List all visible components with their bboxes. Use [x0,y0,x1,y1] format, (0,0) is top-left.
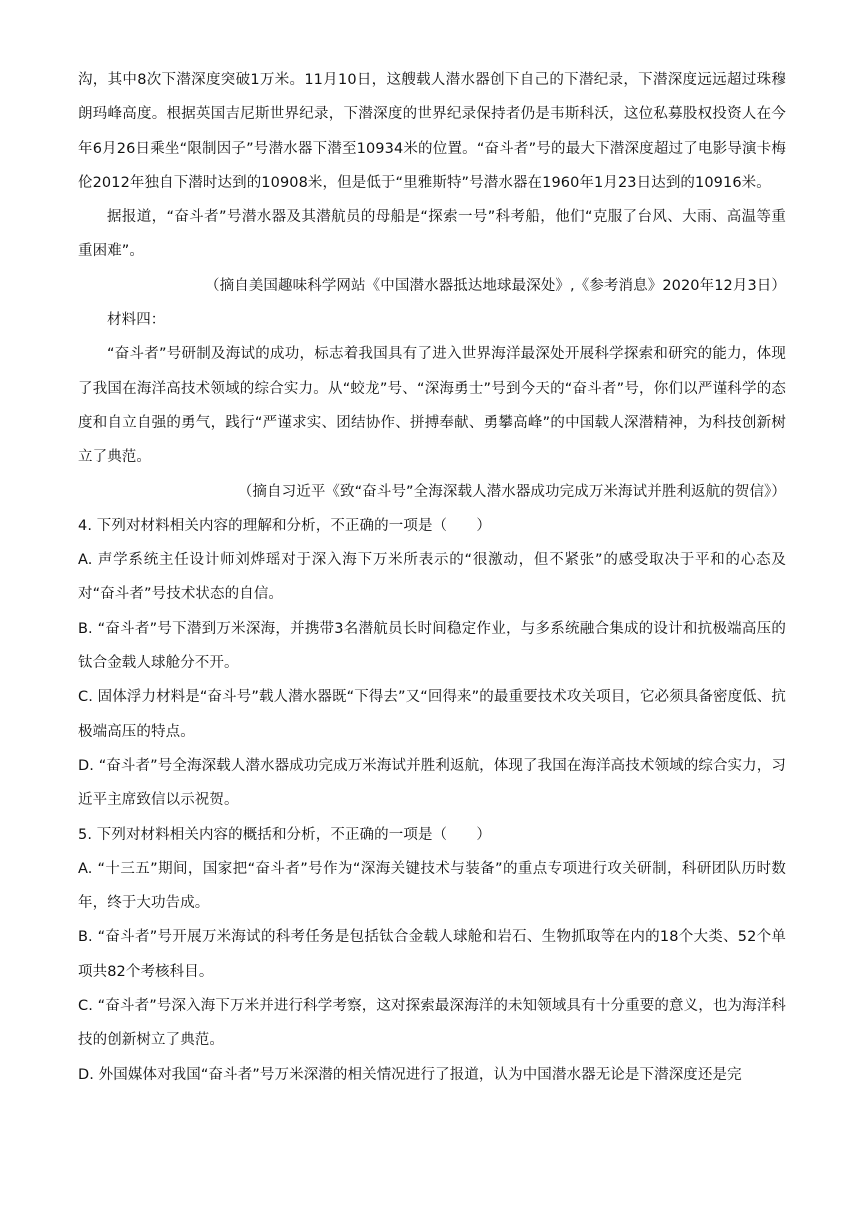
material4-heading: 材料四： [107,312,166,329]
question-4-stem: 4. 下列对材料相关内容的理解和分析，不正确的一项是（ ） [78,517,491,534]
question-5-option-b: B. “奋斗者”号开展万米海试的科考任务是包括钛合金载人球舱和岩石、生物抓取等在内的18个大类、52个单项共82个考核科目。 [78,929,786,980]
question-4-option-a: A. 声学系统主任设计师刘烨瑶对于深入海下万米所表示的“很激动，但不紧张”的感受取决于平和的心态及对“奋斗者”号技术状态的自信。 [78,552,786,603]
question-5-stem: 5. 下列对材料相关内容的概括和分析，不正确的一项是（ ） [78,826,491,843]
question-5-option-a: A. “十三五”期间，国家把“奋斗者”号作为“深海关键技术与装备”的重点专项进行攻关研制，科研团队历时数年，终于大功告成。 [78,860,786,912]
material3-paragraph-1: 沟，其中8次下潜深度突破1万米。11月10日，这艘载人潜水器创下自己的下潜纪录，下潜深度远远超过珠穆朗玛峰高度。根据英国吉尼斯世界纪录，下潜深度的世界纪录保持者仍是韦斯科沃，这位私募股权投资人在今年6月26日乘坐“限制因子”号潜水器下潜至10934米的位置。“奋斗者”号的最大下潜深度超过了电影导演卡梅伦2012年独自下潜时达到的10908米，但是低于“里雅斯特”号潜水器在1960年1月23日达到的10916米。 [78,72,786,191]
question-4-option-d: D. “奋斗者”号全海深载人潜水器成功完成万米海试并胜利返航，体现了我国在海洋高技术领域的综合实力，习近平主席致信以示祝贺。 [78,757,786,809]
material4-source: （摘自习近平《致“奋斗号”全海深载人潜水器成功完成万米海试并胜利返航的贺信》） [237,483,786,500]
question-4-option-c: C. 固体浮力材料是“奋斗号”载人潜水器既“下得去”又“回得来”的最重要技术攻关项目，它必须具备密度低、抗极端高压的特点。 [78,689,786,740]
question-4-option-b: B. “奋斗者”号下潜到万米深海，并携带3名潜航员长时间稳定作业，与多系统融合集成的设计和抗极端高压的钛合金载人球舱分不开。 [78,620,786,672]
question-5-option-c: C. “奋斗者”号深入海下万米并进行科学考察，这对探索最深海洋的未知领域具有十分重要的意义，也为海洋科技的创新树立了典范。 [78,998,786,1049]
material3-source: （摘自美国趣味科学网站《中国潜水器抵达地球最深处》,《参考消息》2020年12月3日） [205,277,786,294]
question-5-option-d: D. 外国媒体对我国“奋斗者”号万米深潜的相关情况进行了报道，认为中国潜水器无论是下潜深度还是完 [78,1066,742,1083]
material4-paragraph: “奋斗者”号研制及海试的成功，标志着我国具有了进入世界海洋最深处开展科学探索和研究的能力，体现了我国在海洋高技术领域的综合实力。从“蛟龙”号、“深海勇士”号到今天的“奋斗者”号，你们以严谨科学的态度和自立自强的勇气，践行“严谨求实、团结协作、拼搏奉献、勇攀高峰”的中国载人深潜精神，为科技创新树立了典范。 [78,346,786,466]
material3-paragraph-2: 据报道，“奋斗者”号潜水器及其潜航员的母船是“探索一号”科考船，他们“克服了台风、大雨、高温等重重困难”。 [78,209,786,260]
document-body [78,63,786,1092]
